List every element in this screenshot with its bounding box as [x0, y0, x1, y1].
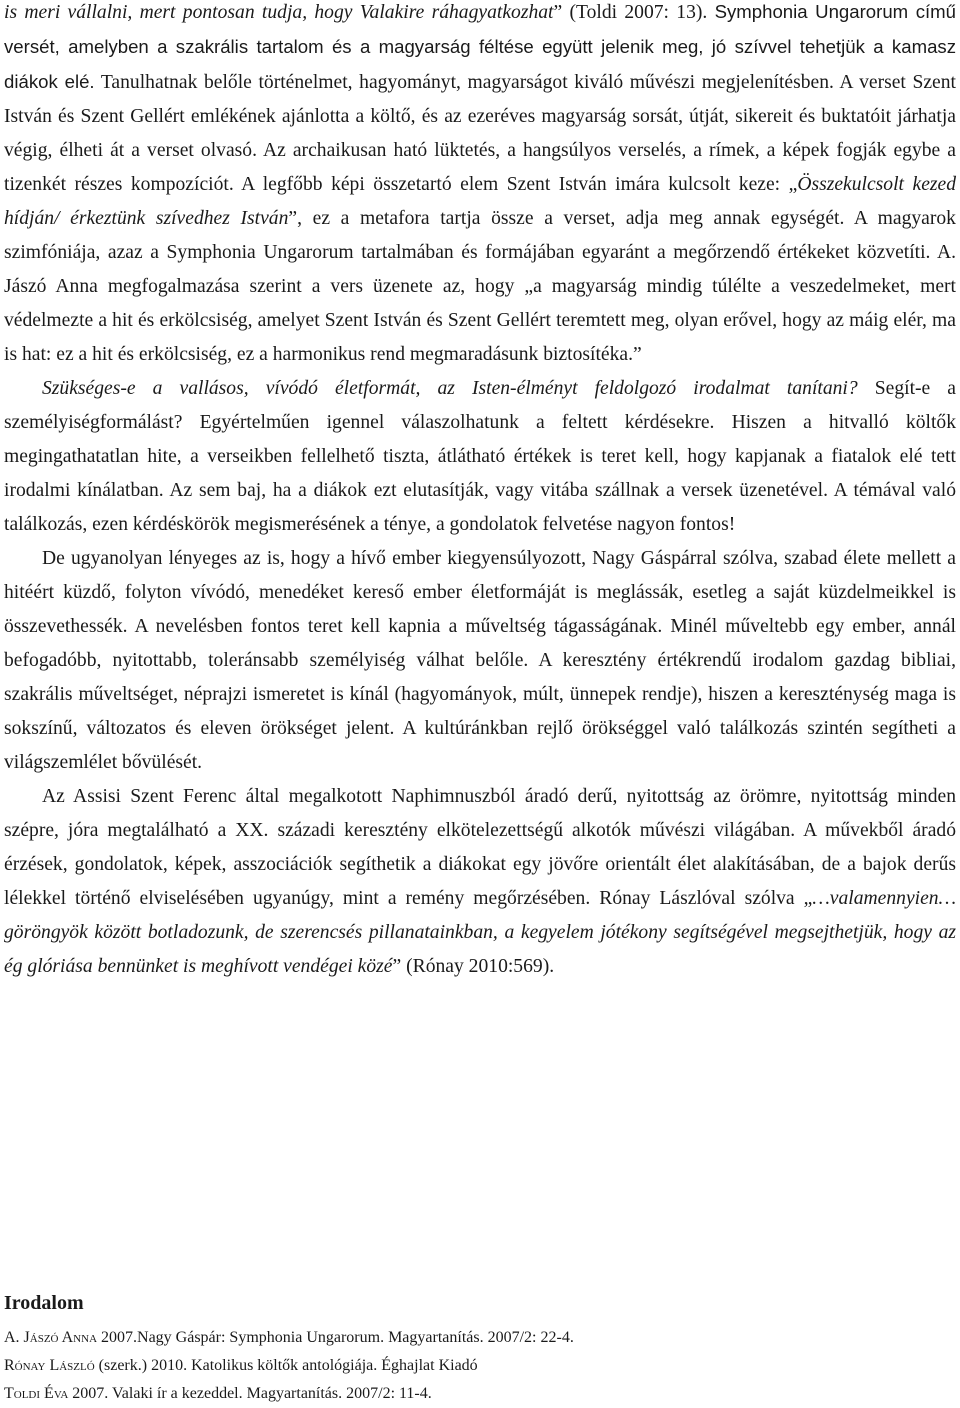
reference-author: Toldi Éva	[4, 1385, 69, 1402]
paragraph-1	[4, 0, 956, 372]
reference-text: (szerk.) 2010. Katolikus költők antológiája. Éghajlat Kiadó	[94, 1357, 478, 1374]
text-run: Symphonia Ungarorum című versét, amelyben a szakrális tartalom és a magyarság féltése együtt jelenik meg, jó szívvel tehetjük a kamasz diákok elé.	[4, 1, 956, 92]
paragraph-4	[4, 780, 956, 984]
text-run: Tanulhatnak belőle történelmet, hagyományt, magyarságot kiváló művészi megjelenítésben. A verset Szent István és Szent Gellért emlékének ajánlotta a költő, és az ezeréves magyarság sorsát, útját, sikereit és buktatóit járhatja végig, élheti át a verset olvasó. Az archaikusan ható lüktetés, a hangsúlyos verselés, a rímek, a képek fogják egybe a tizenkét részes kompozíciót. A legfőbb képi összetartó elem Szent István imára kulcsolt keze: „	[4, 72, 956, 195]
references-section	[4, 1288, 956, 1408]
reference-item-2	[4, 1352, 956, 1380]
reference-text: 2007. Valaki ír a kezeddel. Magyartanítás. 2007/2: 11-4.	[68, 1385, 432, 1402]
italic-text: …valamennyien… göröngyök között botladozunk, de szerencsés pillanatainkban, a kegyelem jótékony segítségével megsejthetjük, hogy az ég glóriása bennünket is meghívott vendégei közé	[4, 888, 956, 977]
text-run: De ugyanolyan lényeges az is, hogy a hívő ember kiegyensúlyozott, Nagy Gáspárral szólva, szabad élete mellett a hitéért küzdő, folyton vívódó, menedéket kereső ember életformáját is meglássák, esetleg a saját küzdelmeikkel is összevethessék. A nevelésben fontos teret kell kapnia a műveltség tágasságának. Minél műveltebb egy ember, annál befogadóbb, nyitottabb, toleránsabb személyiség válhat belőle. A keresztény értékrendű irodalom gazdag bibliai, szakrális műveltséget, néprajzi ismeretet is kínál (hagyományok, múlt, ünnepek rendje), hiszen a kereszténység maga is sokszínű, változatos és eleven örökséget jelent. A kultúránkban rejlő örökséggel való találkozás szintén segítheti a világszemlélet bővülését.	[4, 548, 956, 773]
text-run: ” (Rónay 2010:569).	[392, 956, 555, 977]
reference-item-1	[4, 1324, 956, 1352]
text-run: Segít-e a személyiségformálást? Egyértelműen igennel válaszolhatunk a feltett kérdésekre. Hiszen a hitvalló költők megingathatatlan hite, a verseikben fellelhető tiszta, átlátható értékek is teret kell, hogy kapjanak a fiatalok elé tett irodalmi kínálatban. Az sem baj, ha a diákok ezt elutasítják, vagy vitába szállnak a versek üzenetével. A témával való találkozás, ezen kérdéskörök megismerésének a ténye, a gondolatok felvetése nagyon fontos!	[4, 378, 956, 535]
text-run: ” (Toldi 2007: 13).	[553, 2, 715, 23]
italic-text: is meri vállalni, mert pontosan tudja, hogy Valakire ráhagyatkozhat	[4, 2, 554, 23]
paragraph-2	[4, 372, 956, 542]
reference-text: 2007.Nagy Gáspár: Symphonia Ungarorum. Magyartanítás. 2007/2: 22-4.	[97, 1329, 574, 1346]
reference-author: Rónay László	[4, 1357, 95, 1374]
italic-text: Szükséges-e a vallásos, vívódó életformát, az Isten-élményt feldolgozó irodalmat tanítani?	[42, 378, 858, 399]
references-heading: Irodalom	[4, 1292, 84, 1314]
document-body	[4, 0, 956, 984]
reference-author: A. Jászó Anna	[4, 1329, 98, 1346]
text-run: Az Assisi Szent Ferenc által megalkotott Naphimnuszból áradó derű, nyitottság az örömre, nyitottság minden szépre, jóra megtalálható a XX. századi keresztény elkötelezettségű alkotók művészi világában. A művekből áradó érzések, gondolatok, képek, asszociációk segíthetik a diákokat egy jövőre orientált élet alakításában, de a bajok derűs lélekkel történő elviselésében ugyanúgy, mint a remény megőrzésében. Rónay Lászlóval szólva „	[4, 786, 956, 909]
text-run: ”, ez a metafora tartja össze a verset, adja meg annak egységét. A magyarok szimfóniája, azaz a Symphonia Ungarorum tartalmában és formájában egyaránt a megőrzendő értékeket közvetíti. A. Jászó Anna megfogalmazása szerint a vers üzenete az, hogy „a magyarság mindig túlélte a veszedelmeket, mert védelmezte a hit és erkölcsiség, amelyet Szent István és Szent Gellért teremtett meg, olyan erővel, hogy az máig elér, ma is hat: ez a hit és erkölcsiség, ez a harmonikus rend megmaradásunk biztosítéka.”	[4, 208, 956, 365]
italic-text: Összekulcsolt kezed hídján/ érkeztünk szívedhez István	[4, 174, 957, 229]
paragraph-3	[4, 542, 956, 780]
